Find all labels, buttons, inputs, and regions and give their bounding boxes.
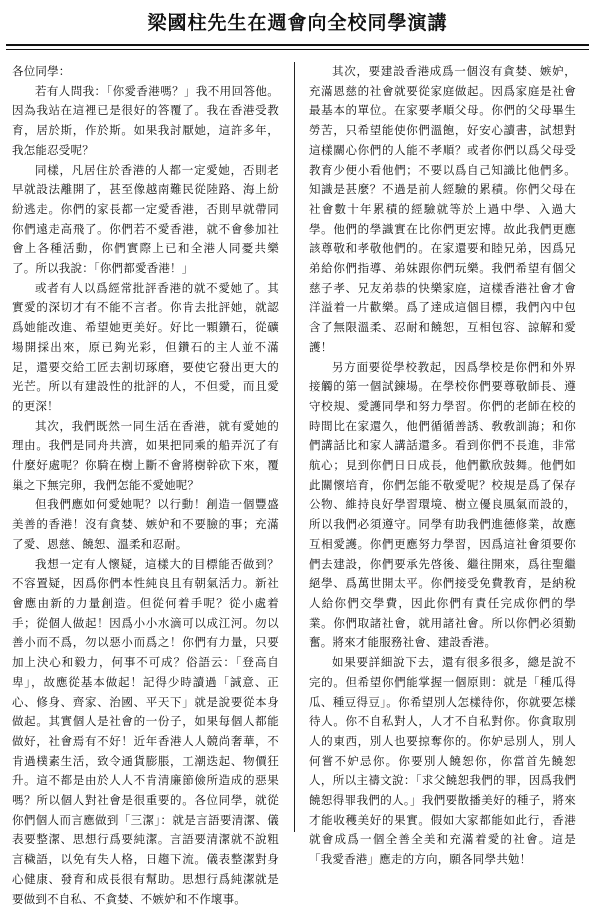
left-column [12,62,279,909]
salutation: 各位同學： [12,64,71,78]
paragraph-same-boat: 其次，我們既然一同生活在香港，就有愛她的理由。我們是同舟共濟，如果把同乘的船弄沉了有什麼好處呢？你騎在樹上斷不會將樹幹砍下來，覆巢之下無完卵，我們怎能不愛她呢？ [12,418,279,492]
paragraph-individual: 我想一定有人懷疑，這樣大的目標能否做到？不容置疑，因爲你們本性純良且有朝氣活力。新社會應由新的力量創造。但從何着手呢？從小處着手；從個人做起！因爲小小水滴可以成江河。勿以善小而不爲，勿以惡小而爲之！你們有力量，只要加上決心和毅力，何事不可成？俗語云：「登高自卑」，故應從基本做起！記得少時讀過「誠意、正心、修身、齊家、治國、平天下」就是說要從本身做起。其實個人是社會的一份子，如果每個人都能做好，社會焉有不好！近年香港人人競尚奢華，不肯過樸素生活，致令通貨膨脹，工潮迭起、物價狂升。這不都是由於人人不肯清廉節儉所造成的惡果嗎？所以個人對社會是很重要的。各位同學，就從你們個人而言應做到「三潔」：就是言語要清潔、儀表要整潔、思想行爲要純潔。言語要清潔就不說粗言穢語，以免有失人格，日趨下流。儀表整潔對身心健康、發育和成長很有幫助。思想行爲純潔就是要做到不自私、不貪婪、不嫉妒和不作壞事。 [12,556,279,906]
page-title: 梁國柱先生在週會向全校同學演講 [147,12,448,34]
paragraph-family: 其次，要建設香港成爲一個沒有貪婪、嫉妒，充滿恩慈的社會就要從家庭做起。因爲家庭是社會最基本的單位。在家要孝順父母。你們的父母畢生勞苦，只希望能使你們溫飽，好安心讀書，試想對這樣關心你們的人能不孝順？或者你們以爲父母受教育少便小看他們；不要以爲自己知識比他們多。知識是甚麼？不過是前人經驗的累積。你們父母在社會數十年累積的經驗就等於上過中學、入過大學。他們的學識實在比你們更宏博。故此我們更應該尊敬和孝敬他們的。在家還要和睦兄弟，因爲兄弟給你們指導、弟妹跟你們玩樂。我們希望有個父慈子孝、兄友弟恭的快樂家庭，這樣香港社會才會洋溢着一片歡樂。爲了達成這個目標，我們內中包含了無限溫柔、忍耐和饒恕，互相包容、諒解和愛護！ [309,64,576,354]
right-column [309,62,576,870]
title-rule-thin [6,49,589,50]
paragraph-criticism: 或者有人以爲經常批評香港的就不愛她了。其實愛的深切才有不能不言者。你肯去批評她，就認爲她能改進、希望她更美好。好比一顆鑽石，從礦場開採出來，原已夠光彩，但鑽石的主人並不滿足，還要交給工匠去割切琢磨，要使它發出更大的光芒。所以有建設性的批評的人，不但愛，而且愛的更深！ [12,280,279,413]
paragraph-how-to-love: 但我們應如何愛她呢？以行動！創造一個豐盛美善的香港！沒有貪婪、嫉妒和不要臉的事；充滿了愛、恩慈、饒恕、溫柔和忍耐。 [12,497,279,551]
paragraph-school: 另方面要從學校教起，因爲學校是你們和外界接觸的第一個試鍊場。在學校你們要尊敬師長、遵守校規、愛護同學和努力學習。你們的老師在校的時間比在家還久，他們循循善誘、敎敎訓誨；和你們講話比和家人講話還多。看到你們不長進，非常航心；見到你們日日成長，他們歡欣鼓舞。他們如此關懷培育，你們怎能不敬愛呢？校規是爲了保存公物、維持良好學習環境、樹立優良風氣而設的，所以我們必須遵守。同學有助我們進德修業，故應互相愛護。你們更應努力學習，因爲這社會須要你們去建設，你們要承先啓後、繼往開來，爲往聖繼絕學、爲萬世開太平。你們接受免費教育，是納稅人給你們交學費，因此你們有責任完成你們的學業。你們取諸社會，就用諸社會。所以你們必須勤奮。將來才能服務社會、建設香港。 [309,359,576,650]
column-divider [294,62,295,832]
paragraph-everyone-loves: 同樣，凡居住於香港的人都一定愛她，否則老早就設法離開了，甚至像越南難民從陸路、海上紛紛逃走。你們的家長都一定愛香港，否則早就帶同你們遠走高飛了。你們若不愛香港，就不會參加社會上各種活動，你們實際上已和全港人同憂共樂了。所以我說：「你們都愛香港！」 [12,162,279,276]
paragraph-conclusion: 如果要詳細說下去，還有很多很多，總是說不完的。但希望你們能掌握一個原則：就是「種瓜得瓜、種豆得豆」。你希望別人怎樣待你，你就要怎樣待人。你不自私對人，人才不自私對你。你貪取別人的東西，別人也要掠奪你的。你妒忌別人，別人何嘗不妒忌你。你要別人饒恕你，你當首先饒恕人，所以主禱文說：「求父饒恕我們的罪，因爲我們饒恕得罪我們的人。」我們要散播美好的種子，將來才能收穫美好的果實。假如大家都能如此行，香港就會成爲一個全善全美和充滿着愛的社會。這是「我愛香港」應走的方向，願各同學共勉！ [309,655,576,867]
title-rule-thick [6,44,589,46]
paragraph-answer: 若有人問我：「你愛香港嗎？」我不用回答他。因為我站在這裡已是很好的答覆了。我在香港受教育，居於斯，作於斯。如果我討厭她，這許多年，我怎能忍受呢？ [12,83,279,157]
